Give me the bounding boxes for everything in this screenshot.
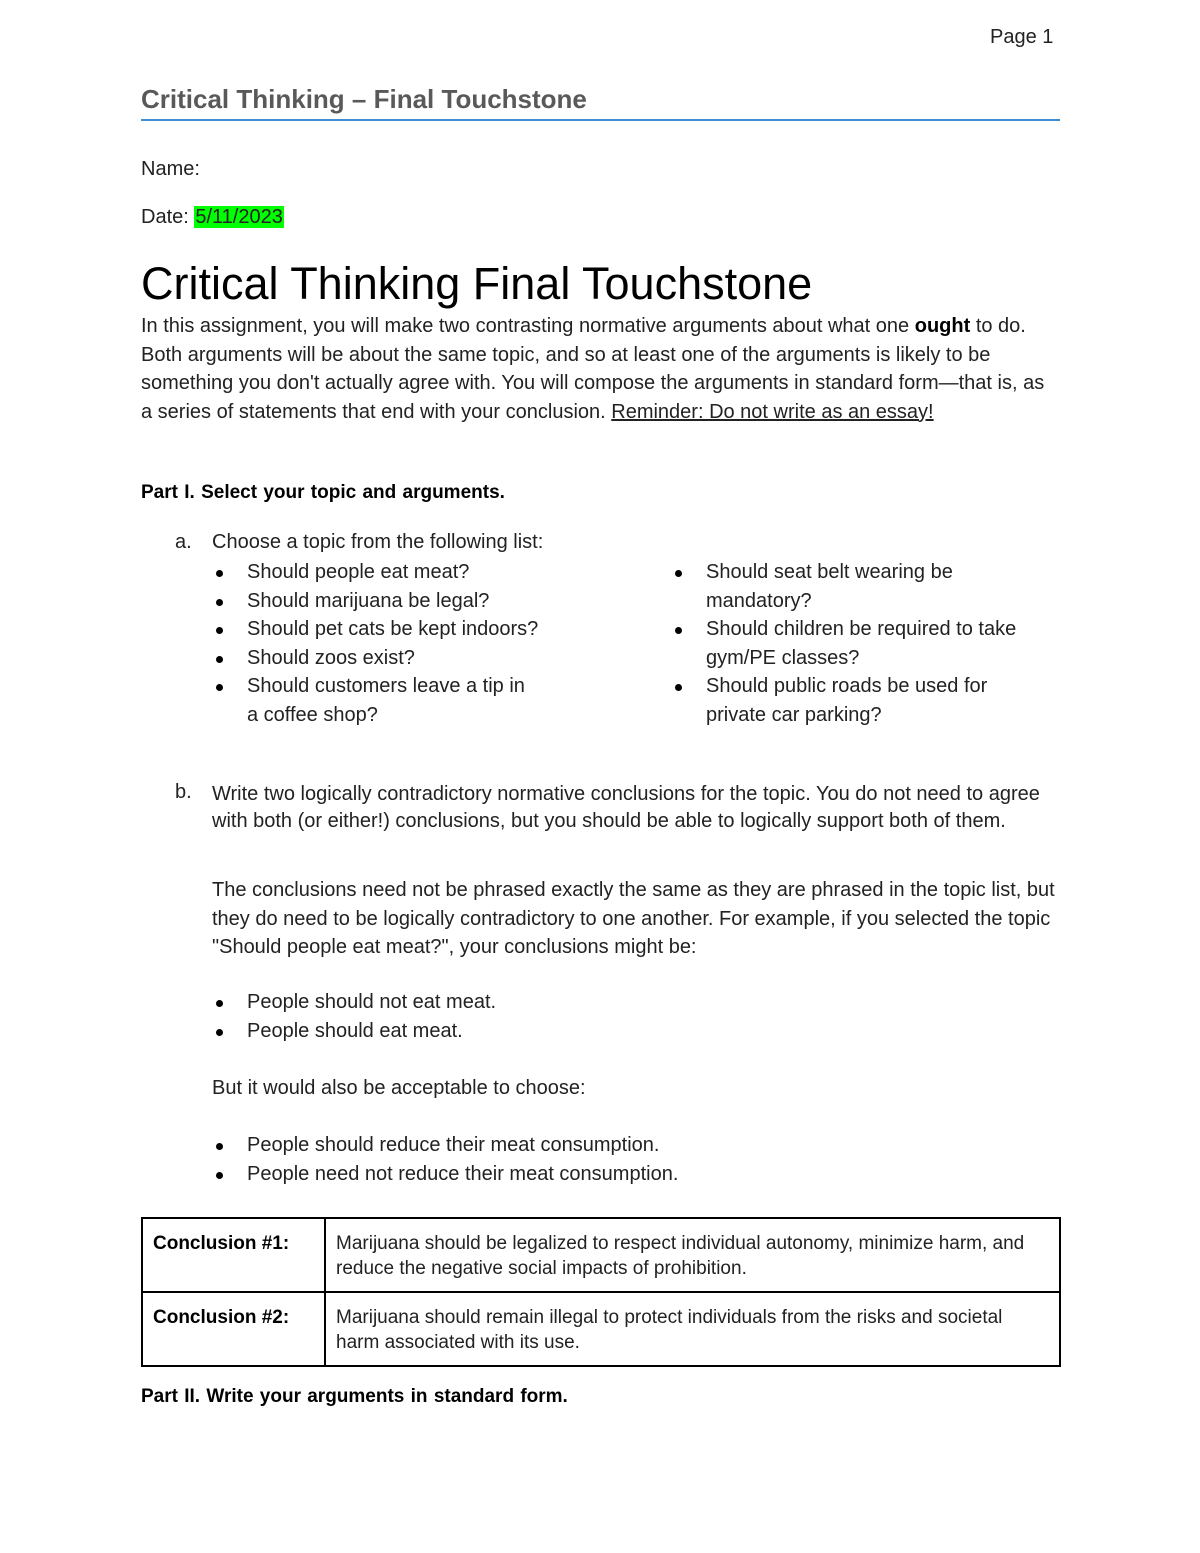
example-list-2 bbox=[212, 1131, 1012, 1188]
part2-heading: Part II. Write your arguments in standard form. bbox=[141, 1386, 568, 1407]
page-number: Page 1 bbox=[990, 26, 1054, 48]
table-row bbox=[142, 1292, 1060, 1366]
document-header bbox=[141, 84, 1060, 121]
section-b-marker: b. bbox=[175, 781, 192, 803]
date-value[interactable]: 5/11/2023 bbox=[195, 206, 283, 228]
conclusion-1-text[interactable]: Marijuana should be legalized to respect individual autonomy, minimize harm, and reduce the negative social impacts of prohibition. bbox=[325, 1218, 1060, 1292]
conclusion-1-label: Conclusion #1: bbox=[142, 1218, 325, 1292]
example-list-1 bbox=[212, 988, 1012, 1045]
section-a-marker: a. bbox=[175, 531, 192, 553]
section-b-explanation: The conclusions need not be phrased exactly the same as they are phrased in the topic list, but they do need to be logically contradictory to one another. For example, if you selected the topic "Should people eat meat?", your conclusions might be: bbox=[212, 879, 1055, 958]
topic-list-left bbox=[212, 558, 572, 729]
intro-text-1: In this assignment, you will make two contrasting normative arguments about what one bbox=[141, 315, 915, 337]
list-item: Should public roads be used for private car parking? bbox=[671, 672, 1016, 729]
header-title: Critical Thinking – Final Touchstone bbox=[141, 84, 1060, 121]
intro-reminder: Reminder: Do not write as an essay! bbox=[611, 400, 934, 423]
main-title: Critical Thinking Final Touchstone bbox=[141, 258, 813, 309]
conclusion-2-text[interactable]: Marijuana should remain illegal to protect individuals from the risks and societal harm associated with its use. bbox=[325, 1292, 1060, 1366]
list-item: Should customers leave a tip in a coffee shop? bbox=[212, 672, 527, 729]
list-item: Should marijuana be legal? bbox=[212, 587, 572, 616]
list-item: People need not reduce their meat consumption. bbox=[212, 1160, 1012, 1189]
list-item: Should people eat meat? bbox=[212, 558, 572, 587]
list-item: Should zoos exist? bbox=[212, 644, 572, 673]
list-item: Should seat belt wearing be mandatory? bbox=[671, 558, 996, 615]
date-label: Date: bbox=[141, 206, 195, 228]
section-b-instructions: Write two logically contradictory normative conclusions for the topic. You do not need to agree with both (or either!) conclusions, but you should be able to logically support both of them. bbox=[212, 783, 1040, 832]
table-row bbox=[142, 1218, 1060, 1292]
conclusions-table bbox=[141, 1217, 1061, 1367]
name-field[interactable] bbox=[141, 158, 200, 181]
list-item: People should reduce their meat consumption. bbox=[212, 1131, 1012, 1160]
topic-list-right bbox=[671, 558, 1041, 729]
intro-paragraph bbox=[141, 312, 1051, 426]
list-item: People should eat meat. bbox=[212, 1017, 1012, 1046]
section-a-text: Choose a topic from the following list: bbox=[212, 531, 544, 553]
intro-bold-ought: ought bbox=[914, 315, 971, 337]
list-item: People should not eat meat. bbox=[212, 988, 1012, 1017]
intro-text-2: to do. Both arguments will be about the same topic, and so at least one of the arguments is likely to be something you don't actually agree with. You will compose the arguments in standard form—that is, as a series of statements that end with your conclusion. bbox=[141, 315, 1045, 423]
date-field[interactable] bbox=[141, 206, 284, 229]
part1-heading: Part I. Select your topic and arguments. bbox=[141, 482, 505, 503]
name-label: Name: bbox=[141, 158, 200, 180]
list-item: Should pet cats be kept indoors? bbox=[212, 615, 572, 644]
list-item: Should children be required to take gym/PE classes? bbox=[671, 615, 1046, 672]
conclusion-2-label: Conclusion #2: bbox=[142, 1292, 325, 1366]
section-b-alternative: But it would also be acceptable to choose: bbox=[212, 1077, 586, 1099]
